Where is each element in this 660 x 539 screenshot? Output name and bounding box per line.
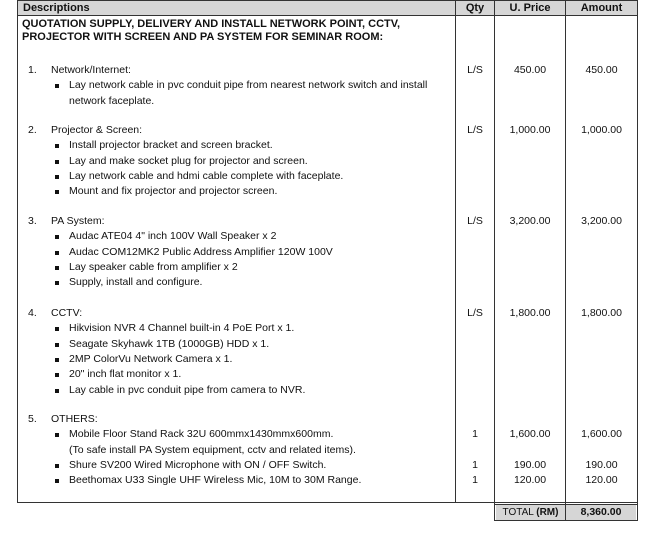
item-description-line: Mobile Floor Stand Rack 32U 600mmx1430mmx600mm. <box>69 428 334 441</box>
bullet-icon <box>55 251 59 255</box>
item-description-line: (To safe install PA System equipment, cctv and related items). <box>69 443 356 456</box>
item-description-line: network faceplate. <box>69 94 155 107</box>
section-qty: L/S <box>467 124 483 136</box>
section-qty: L/S <box>467 64 483 76</box>
bullet-icon <box>55 373 59 377</box>
item-description-line: Audac ATE04 4" inch 100V Wall Speaker x 2 <box>69 230 277 243</box>
header-amount-bg <box>566 1 637 15</box>
total-value: 8,360.00 <box>566 505 636 520</box>
section-amount: 1,800.00 <box>581 307 622 319</box>
bullet-icon <box>55 266 59 270</box>
section-number: 3. <box>28 215 37 227</box>
bullet-icon <box>55 358 59 362</box>
total-label-prefix: TOTAL <box>502 507 537 518</box>
section-amount: 450.00 <box>585 64 618 76</box>
item-description-line: Install projector bracket and screen bracket. <box>69 139 273 152</box>
table-body-bottom <box>17 502 638 503</box>
quotation-title-line1: QUOTATION SUPPLY, DELIVERY AND INSTALL NETWORK POINT, CCTV, <box>22 18 401 30</box>
item-description-line: 2MP ColorVu Network Camera x 1. <box>69 352 233 365</box>
col-divider-qty <box>455 0 456 503</box>
total-label <box>496 505 565 520</box>
item-unit-price: 1,600.00 <box>509 428 551 441</box>
bullet-icon <box>55 175 59 179</box>
item-qty: 1 <box>472 458 478 471</box>
bullet-icon <box>55 160 59 164</box>
bullet-icon <box>55 433 59 437</box>
header-unit-price: U. Price <box>509 2 551 14</box>
item-unit-price: 120.00 <box>513 474 547 487</box>
header-descriptions: Descriptions <box>23 2 90 14</box>
bullet-icon <box>55 327 59 331</box>
bullet-icon <box>55 389 59 393</box>
section-amount: 1,000.00 <box>581 124 622 136</box>
section-unit-price: 450.00 <box>513 64 547 76</box>
item-description-line: Mount and fix projector and projector screen. <box>69 185 278 198</box>
bullet-icon <box>55 479 59 483</box>
item-description-line: Supply, install and configure. <box>69 276 203 289</box>
item-description-line: Lay speaker cable from amplifier x 2 <box>69 260 238 273</box>
section-number: 1. <box>28 64 37 76</box>
section-qty: L/S <box>467 307 483 319</box>
item-description-line: Lay network cable in pvc conduit pipe from nearest network switch and install <box>69 79 428 92</box>
bullet-icon <box>55 235 59 239</box>
bullet-icon <box>55 144 59 148</box>
section-name: Projector & Screen: <box>51 124 143 136</box>
table-border-right <box>637 0 638 521</box>
quotation-table <box>17 0 638 538</box>
section-qty: L/S <box>467 215 483 227</box>
section-name: PA System: <box>51 215 105 227</box>
item-description-line: Hikvision NVR 4 Channel built-in 4 PoE Port x 1. <box>69 322 295 335</box>
item-unit-price: 190.00 <box>513 458 547 471</box>
item-qty: 1 <box>472 428 478 441</box>
header-qty-bg <box>456 1 494 15</box>
section-unit-price: 1,800.00 <box>509 307 551 319</box>
item-description-line: Seagate Skyhawk 1TB (1000GB) HDD x 1. <box>69 337 270 350</box>
header-descriptions-bg <box>18 1 455 15</box>
total-label-unit: (RM) <box>536 507 559 518</box>
bullet-icon <box>55 84 59 88</box>
item-description-line: Shure SV200 Wired Microphone with ON / OFF Switch. <box>69 458 327 471</box>
bullet-icon <box>55 190 59 194</box>
header-unit-price-bg <box>495 1 565 15</box>
item-qty: 1 <box>472 474 478 487</box>
header-amount: Amount <box>580 2 623 14</box>
section-unit-price: 1,000.00 <box>509 124 551 136</box>
item-description-line: Beethomax U33 Single UHF Wireless Mic, 10M to 30M Range. <box>69 474 362 487</box>
item-amount: 120.00 <box>585 474 618 487</box>
section-number: 2. <box>28 124 37 136</box>
item-amount: 190.00 <box>585 458 618 471</box>
header-divider <box>17 15 638 16</box>
bullet-icon <box>55 281 59 285</box>
item-description-line: 20" inch flat monitor x 1. <box>69 368 182 381</box>
item-description-line: Lay network cable and hdmi cable complete with faceplate. <box>69 169 344 182</box>
section-name: OTHERS: <box>51 413 98 425</box>
section-number: 4. <box>28 307 37 319</box>
section-name: CCTV: <box>51 307 83 319</box>
col-divider-amount <box>565 0 566 521</box>
header-qty: Qty <box>465 2 485 14</box>
section-amount: 3,200.00 <box>581 215 622 227</box>
section-number: 5. <box>28 413 37 425</box>
item-amount: 1,600.00 <box>581 428 622 441</box>
item-description-line: Lay and make socket plug for projector and screen. <box>69 154 308 167</box>
table-border-top <box>17 0 638 1</box>
table-border-left <box>17 0 18 503</box>
item-description-line: Lay cable in pvc conduit pipe from camera to NVR. <box>69 383 306 396</box>
col-divider-uprice <box>494 0 495 521</box>
section-name: Network/Internet: <box>51 64 131 76</box>
total-row-bottom <box>495 520 638 521</box>
item-description-line: Audac COM12MK2 Public Address Amplifier 120W 100V <box>69 245 333 258</box>
quotation-title-line2: PROJECTOR WITH SCREEN AND PA SYSTEM FOR SEMINAR ROOM: <box>22 31 384 43</box>
bullet-icon <box>55 343 59 347</box>
bullet-icon <box>55 464 59 468</box>
total-row-top <box>495 504 638 505</box>
section-unit-price: 3,200.00 <box>509 215 551 227</box>
